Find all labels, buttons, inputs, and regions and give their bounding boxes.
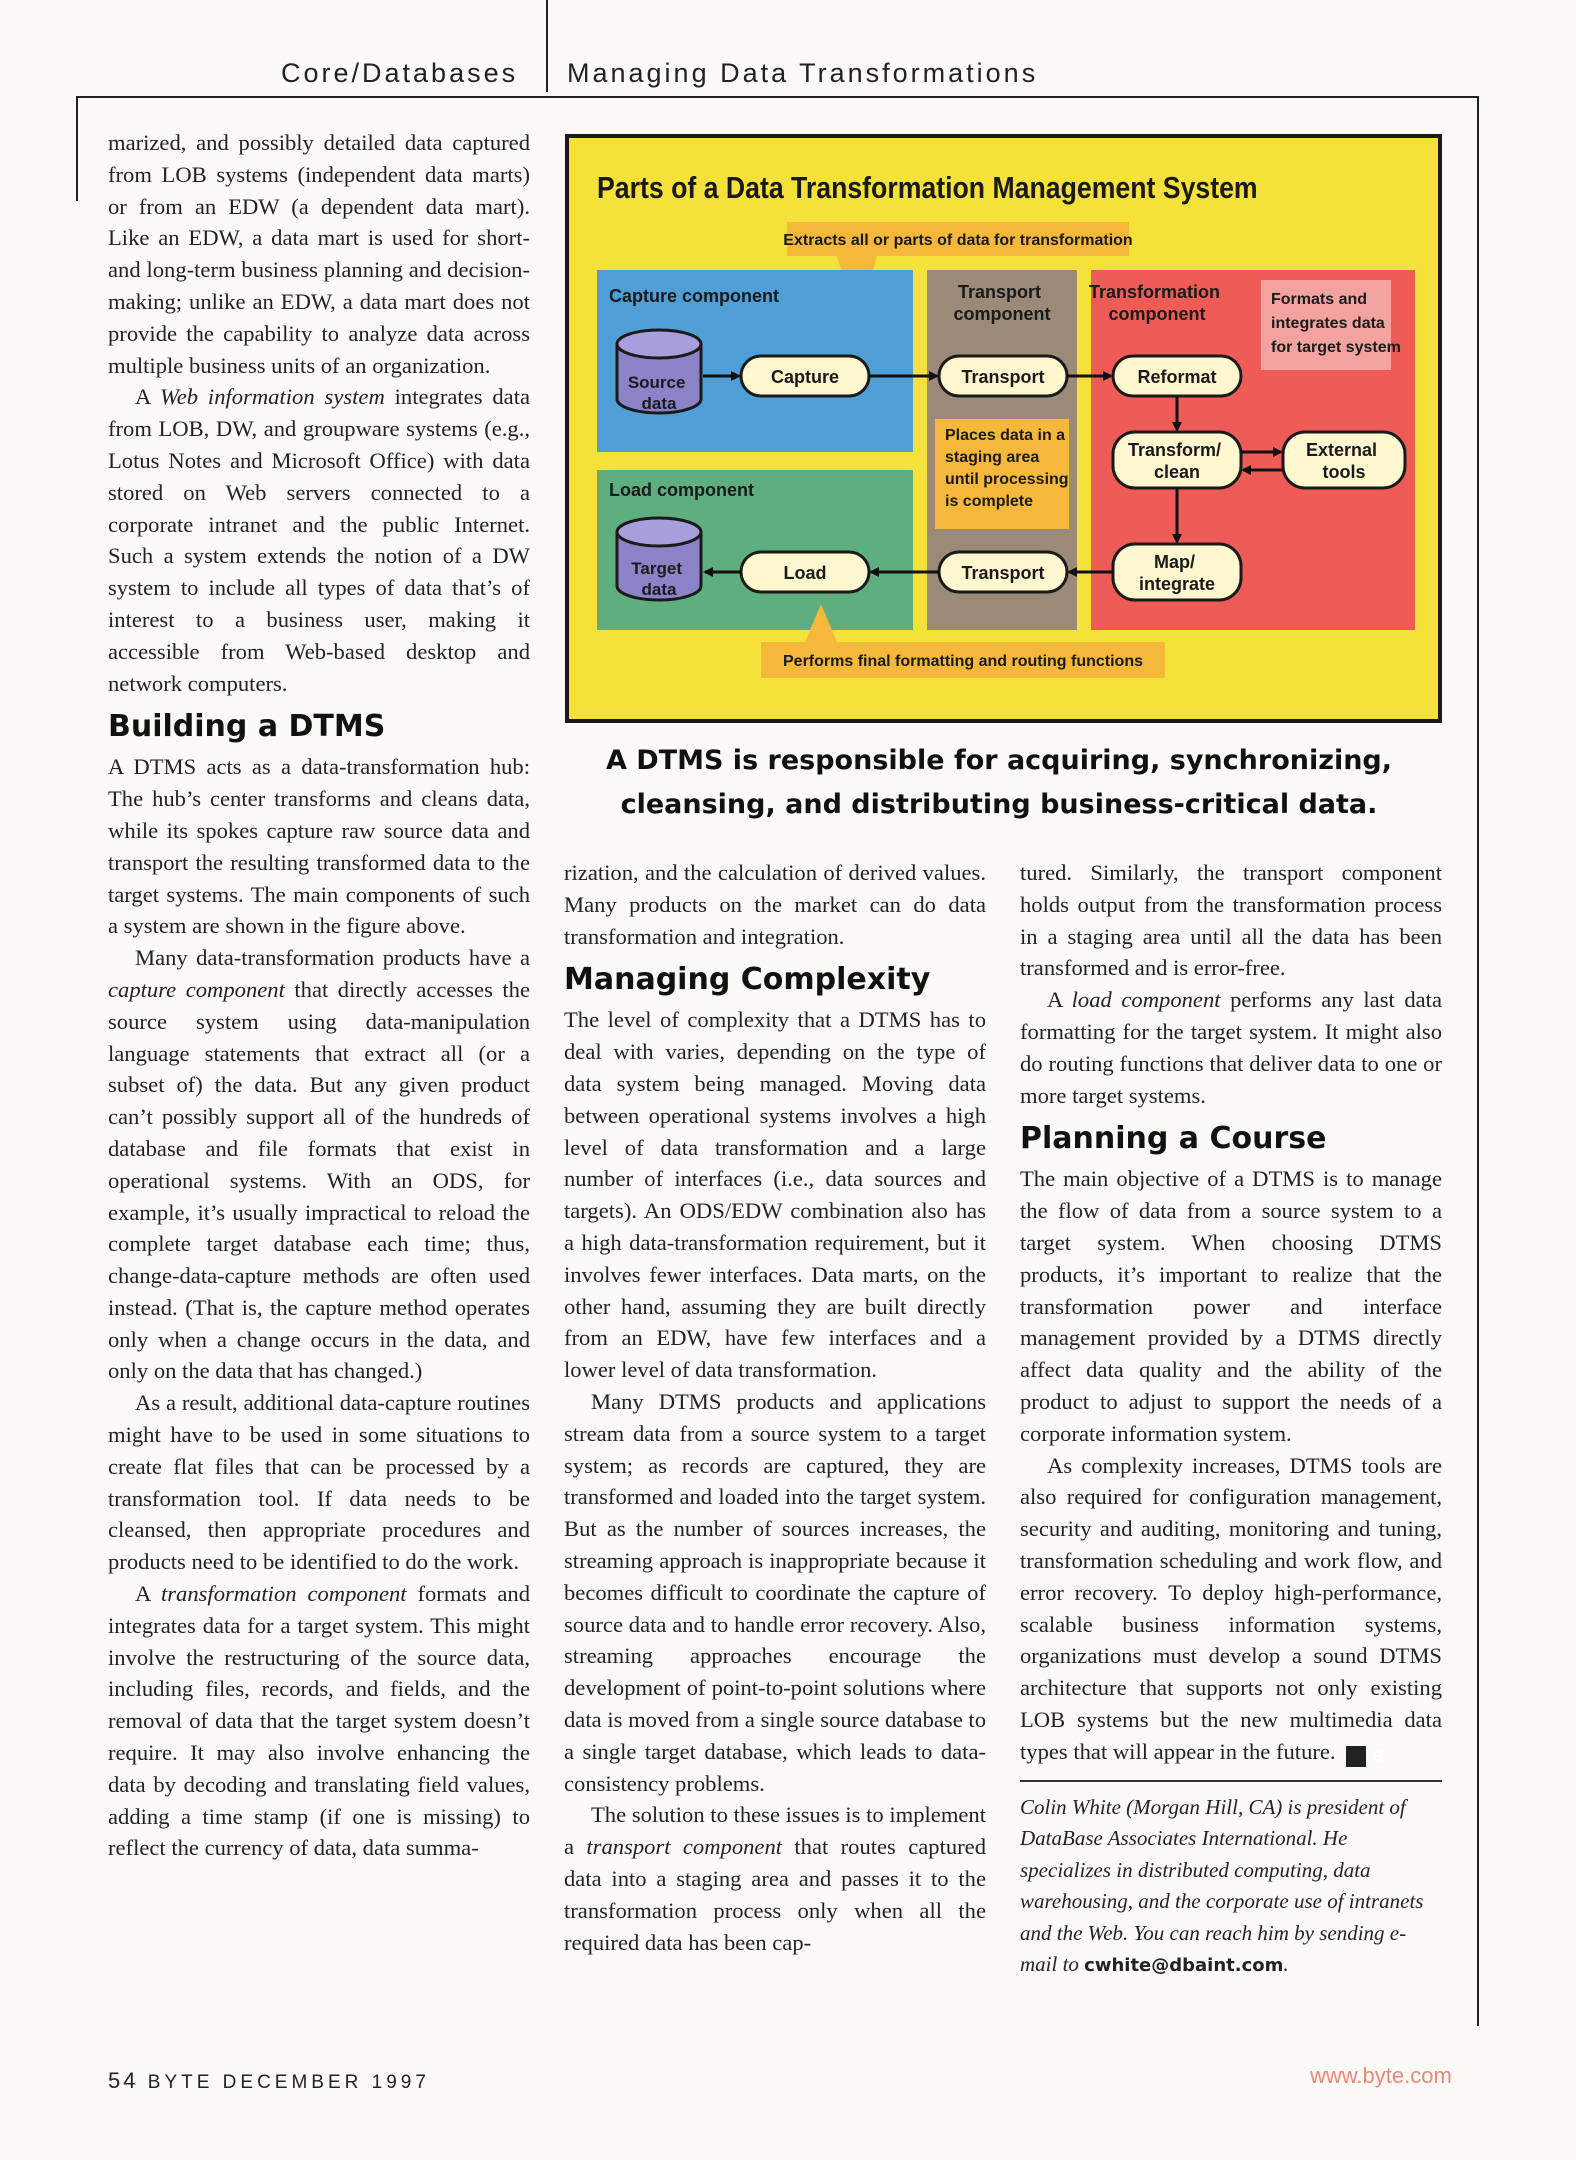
staging-note-line3: until processing [945, 471, 1069, 488]
byline-end: . [1283, 1952, 1289, 1977]
transformation-component-line1: Transformation [1088, 282, 1221, 302]
staging-note-line4: is complete [945, 493, 1034, 510]
header-rule [76, 96, 1479, 98]
col3-p4-text: As complexity increases, DTMS tools are also required for configuration management, security and auditing, monitoring and tuning, transformation scheduling and work flow, and error recovery. To deploy high-performance, scalable business information systems, organizations must develop a sound DTMS architecture that supports not only existing LOB systems but the new multimedia data types that will appear in the future. [1020, 1452, 1442, 1764]
byline-rule [1020, 1780, 1442, 1782]
col1-paragraph-2 [108, 381, 530, 699]
col1-paragraph-4 [108, 942, 530, 1387]
transform-clean-line1: Transform/ [1127, 440, 1222, 460]
heading-managing-complexity: Managing Complexity [564, 962, 931, 998]
transport-component-line1: Transport [957, 282, 1041, 302]
col1-paragraph-5: As a result, additional data-capture routines might have to be used in some situations to create flat files that can be processed by a transformation tool. If data needs to be cleansed, then appropriate procedures and products need to be identified to do the work. [108, 1390, 530, 1575]
caption-line1: A DTMS is responsible for acquiring, synchronizing, [605, 745, 1393, 776]
page-title: Managing Data Transformations [567, 58, 1039, 88]
bottom-note: Performs final formatting and routing functions [783, 653, 1143, 670]
top-note: Extracts all or parts of data for transformation [783, 232, 1133, 249]
col2-p4-term: transport component [586, 1834, 783, 1860]
col2-paragraph-2: The level of complexity that a DTMS has to deal with varies, depending on the type of data system being managed. Moving data between operational systems involves a high level of data transformation and a large number of interfaces (i.e., data sources and targets). An ODS/EDW combination also has a high data-transformation requirement, but it involves fewer interfaces. Data marts, on the other hand, assuming they are built directly from an EDW, have few interfaces and a lower level of data transformation. [564, 1007, 986, 1383]
magazine-issue: BYTE DECEMBER 1997 [147, 2072, 430, 2093]
source-data-line2: data [641, 394, 677, 413]
target-data-line1: Target [631, 559, 682, 578]
formats-note-line1: Formats and [1271, 291, 1368, 308]
column-2 [564, 857, 986, 1958]
col2-paragraph-4 [564, 1799, 986, 1958]
external-tools-line2: tools [1322, 462, 1366, 482]
map-integrate-line1: Map/ [1153, 552, 1195, 572]
transform-clean-line2: clean [1153, 462, 1201, 482]
col1-p4-post: that directly accesses the source system using data-manipulation language statements that extract all (or a subset of) the data. But any given product can’t possibly support all of the hundreds of database and file formats that exist in operational systems. With an ODS, for example, it’s usually impractical to reload the complete target database each time; thus, change-data-capture methods are often used instead. (That is, the capture method operates only when a change occurs in the data, and only on the data that has changed.) [108, 976, 530, 1384]
heading-building-dtms: Building a DTMS [108, 709, 386, 745]
col3-paragraph-2 [1020, 984, 1442, 1111]
col1-p6-post: formats and integrates data for a target system. This might involve the restructuring of the source data, including files, records, and fields, and the removal of data that the target system doesn’t require. It may also involve enhancing the data by decoding and translating field values, adding a time stamp (if one is missing) to reflect the currency of data, data summa- [108, 1581, 531, 1861]
col1-p2-pre: A [135, 384, 160, 410]
col3-paragraph-4 [1020, 1450, 1442, 1768]
col1-p6-term: transformation component [160, 1581, 407, 1607]
col2-paragraph-3: Many DTMS products and applications stream data from a source system to a target system; as records are captured, they are transformed and loaded into the target system. But as the number of sources increases, the streaming approach is inappropriate because it becomes difficult to coordinate the capture of source data and to handle error recovery. Also, streaming approaches encourage the development of point-to-point solutions where data is moved from a single source database to a single target database, which leads to data-consistency problems. [564, 1388, 986, 1796]
col3-paragraph-1: tured. Similarly, the transport component holds output from the transformation process in a staging area until all the data has been transformed and is error-free. [1020, 860, 1442, 981]
source-data-line1: Source [627, 373, 686, 392]
capture-node-label: Capture [770, 367, 840, 387]
page-number: 54 [108, 2068, 139, 2093]
map-integrate-line2: integrate [1138, 574, 1216, 594]
external-tools-line1: External [1305, 440, 1378, 460]
reformat-node-label: Reformat [1137, 367, 1217, 387]
right-margin-rule [1477, 96, 1479, 2026]
target-data-line2: data [641, 580, 677, 599]
col1-p4-term: capture component [108, 976, 285, 1002]
staging-note-line1: Places data in a [945, 427, 1066, 444]
col1-paragraph-6 [108, 1578, 530, 1864]
page-footer [108, 2068, 430, 2094]
col2-p4-pre: The solution to these issues is to implement a [564, 1802, 986, 1860]
col2-paragraph-1: rization, and the calculation of derived values. Many products on the market can do data transformation and integration. [564, 860, 986, 949]
col1-p4-pre: Many data-transformation products have a [135, 945, 530, 971]
capture-component-label: Capture component [609, 286, 780, 306]
col1-p6-pre: A [135, 1581, 161, 1607]
col1-paragraph-3: A DTMS acts as a data-transformation hub: The hub’s center transforms and cleans data, while its spokes capture raw source data and transport the resulting transformed data to the target systems. The main components of such a system are shown in the figure above. [108, 754, 530, 939]
formats-note-line2: integrates data [1271, 315, 1385, 332]
col1-p2-term: Web information system [159, 384, 385, 410]
column-3 [1020, 857, 1442, 1982]
header-separator [546, 0, 548, 92]
byline-text: Colin White (Morgan Hill, CA) is president of DataBase Associates International. He specializes in distributed computing, data warehousing, and the corporate use of intranets and the Web. You can reach him by sending e-mail to [1020, 1794, 1424, 1977]
transport-top-node-label: Transport [961, 367, 1045, 387]
heading-planning-course: Planning a Course [1020, 1121, 1327, 1157]
figure-caption [564, 739, 1434, 827]
col3-p2-pre: A [1047, 987, 1072, 1013]
dtms-figure [565, 134, 1442, 723]
col1-paragraph-1: marized, and possibly detailed data captured from LOB systems (independent data marts) or from an EDW (a dependent data mart). Like an EDW, a data mart is used for short- and long-term business planning and decision-making; unlike an EDW, a data mart does not provide the capability to analyze data across multiple business units of an organization. [108, 130, 530, 378]
col3-p2-post: performs any last data formatting for the target system. It might also do routing functions that deliver data to one or more target systems. [1020, 987, 1442, 1108]
formats-note-line3: for target system [1271, 339, 1401, 356]
col3-paragraph-3: The main objective of a DTMS is to manage the flow of data from a source system to a target system. When choosing DTMS products, it’s important to realize that the transformation power and interface management provided by a DTMS directly affect data quality and the ability of the product to adjust to support the needs of a corporate information system. [1020, 1166, 1442, 1446]
staging-note-line2: staging area [945, 449, 1040, 466]
col3-p2-term: load component [1071, 987, 1221, 1013]
transport-bottom-node-label: Transport [961, 563, 1045, 583]
transformation-component-line2: component [1108, 304, 1206, 324]
caption-line2: cleansing, and distributing business-critical data. [620, 789, 1378, 820]
author-email-link[interactable]: cwhite@dbaint.com [1084, 1955, 1284, 1977]
column-1 [108, 127, 530, 1864]
col2-p4-post: that routes captured data into a staging area and passes it to the transformation process only when all the required data has been cap- [564, 1834, 986, 1955]
website-link[interactable]: www.byte.com [1310, 2063, 1452, 2088]
transport-component-line2: component [953, 304, 1051, 324]
figure-title: Parts of a Data Transformation Management System [597, 171, 1258, 206]
load-component-label: Load component [609, 480, 754, 500]
section-label: Core/Databases [281, 58, 519, 88]
col1-p2-post: integrates data from LOB, DW, and groupware systems (e.g., Lotus Notes and Microsoft Office) with data stored on Web servers connected to a corporate intranet and the public Internet. Such a system extends the notion of a DW system to include all types of data that’s of interest to a business user, making it accessible from Web-based desktop and network computers. [108, 384, 531, 696]
load-node-label: Load [783, 563, 827, 583]
end-mark-icon: B [1346, 1746, 1366, 1767]
header-left-tick [76, 96, 78, 201]
author-byline [1020, 1792, 1442, 1982]
